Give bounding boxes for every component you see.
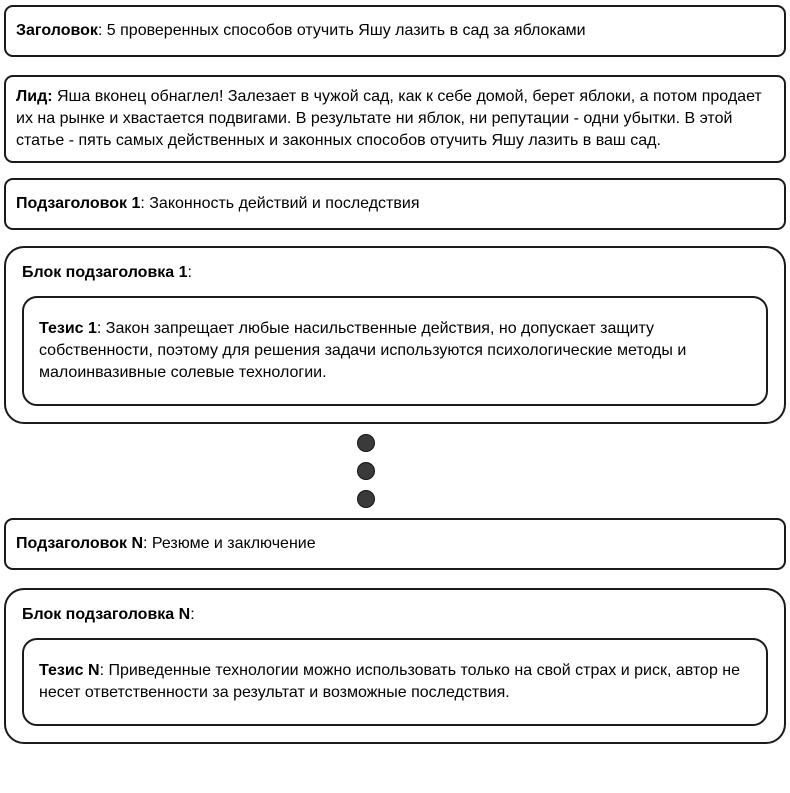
lead-text: Яша вконец обнаглел! Залезает в чужой сад, как к себе домой, берет яблоки, а потом продает их на рынке и хвастается подвигами. В результате ни яблок, ни репутации - одни убытки. В этой статье - пять самых действенных и законных способов отучить Яшу лазить в ваш сад. <box>16 88 762 149</box>
thesis-1-text: : Закон запрещает любые насильственные действия, но допускает защиту собственности, поэтому для решения задачи используются психологические методы и малоинвазивные солевые технологии. <box>39 320 687 381</box>
thesis-1-label: Тезис 1 <box>39 320 97 337</box>
block-n-label: Блок подзаголовка N <box>22 606 191 623</box>
thesis-n-box <box>22 638 768 726</box>
title-label: Заголовок <box>16 22 98 39</box>
block-n-colon: : <box>190 606 195 623</box>
title-box <box>4 5 786 57</box>
lead-label: Лид: <box>16 88 53 105</box>
block-n-heading <box>22 604 768 626</box>
ellipsis-dot <box>357 434 375 452</box>
subheading-1-box <box>4 178 786 230</box>
block-1-label: Блок подзаголовка 1 <box>22 264 188 281</box>
block-n-box <box>4 588 786 744</box>
block-1-colon: : <box>187 264 192 281</box>
subheading-n-box <box>4 518 786 570</box>
block-1-heading <box>22 262 768 284</box>
thesis-1-box <box>22 296 768 406</box>
ellipsis-dot <box>357 462 375 480</box>
subheading-n-text: : Резюме и заключение <box>143 535 316 552</box>
block-1-box <box>4 246 786 424</box>
ellipsis-dot <box>357 490 375 508</box>
thesis-n-label: Тезис N <box>39 662 100 679</box>
title-text: : 5 проверенных способов отучить Яшу лазить в сад за яблоками <box>97 22 586 39</box>
subheading-1-label: Подзаголовок 1 <box>16 195 141 212</box>
subheading-1-text: : Законность действий и последствия <box>140 195 420 212</box>
lead-box <box>4 75 786 163</box>
continuation-ellipsis <box>0 434 757 508</box>
thesis-n-text: : Приведенные технологии можно использовать только на свой страх и риск, автор не несет ответственности за результат и возможные последствия. <box>39 662 741 701</box>
subheading-n-label: Подзаголовок N <box>16 535 144 552</box>
